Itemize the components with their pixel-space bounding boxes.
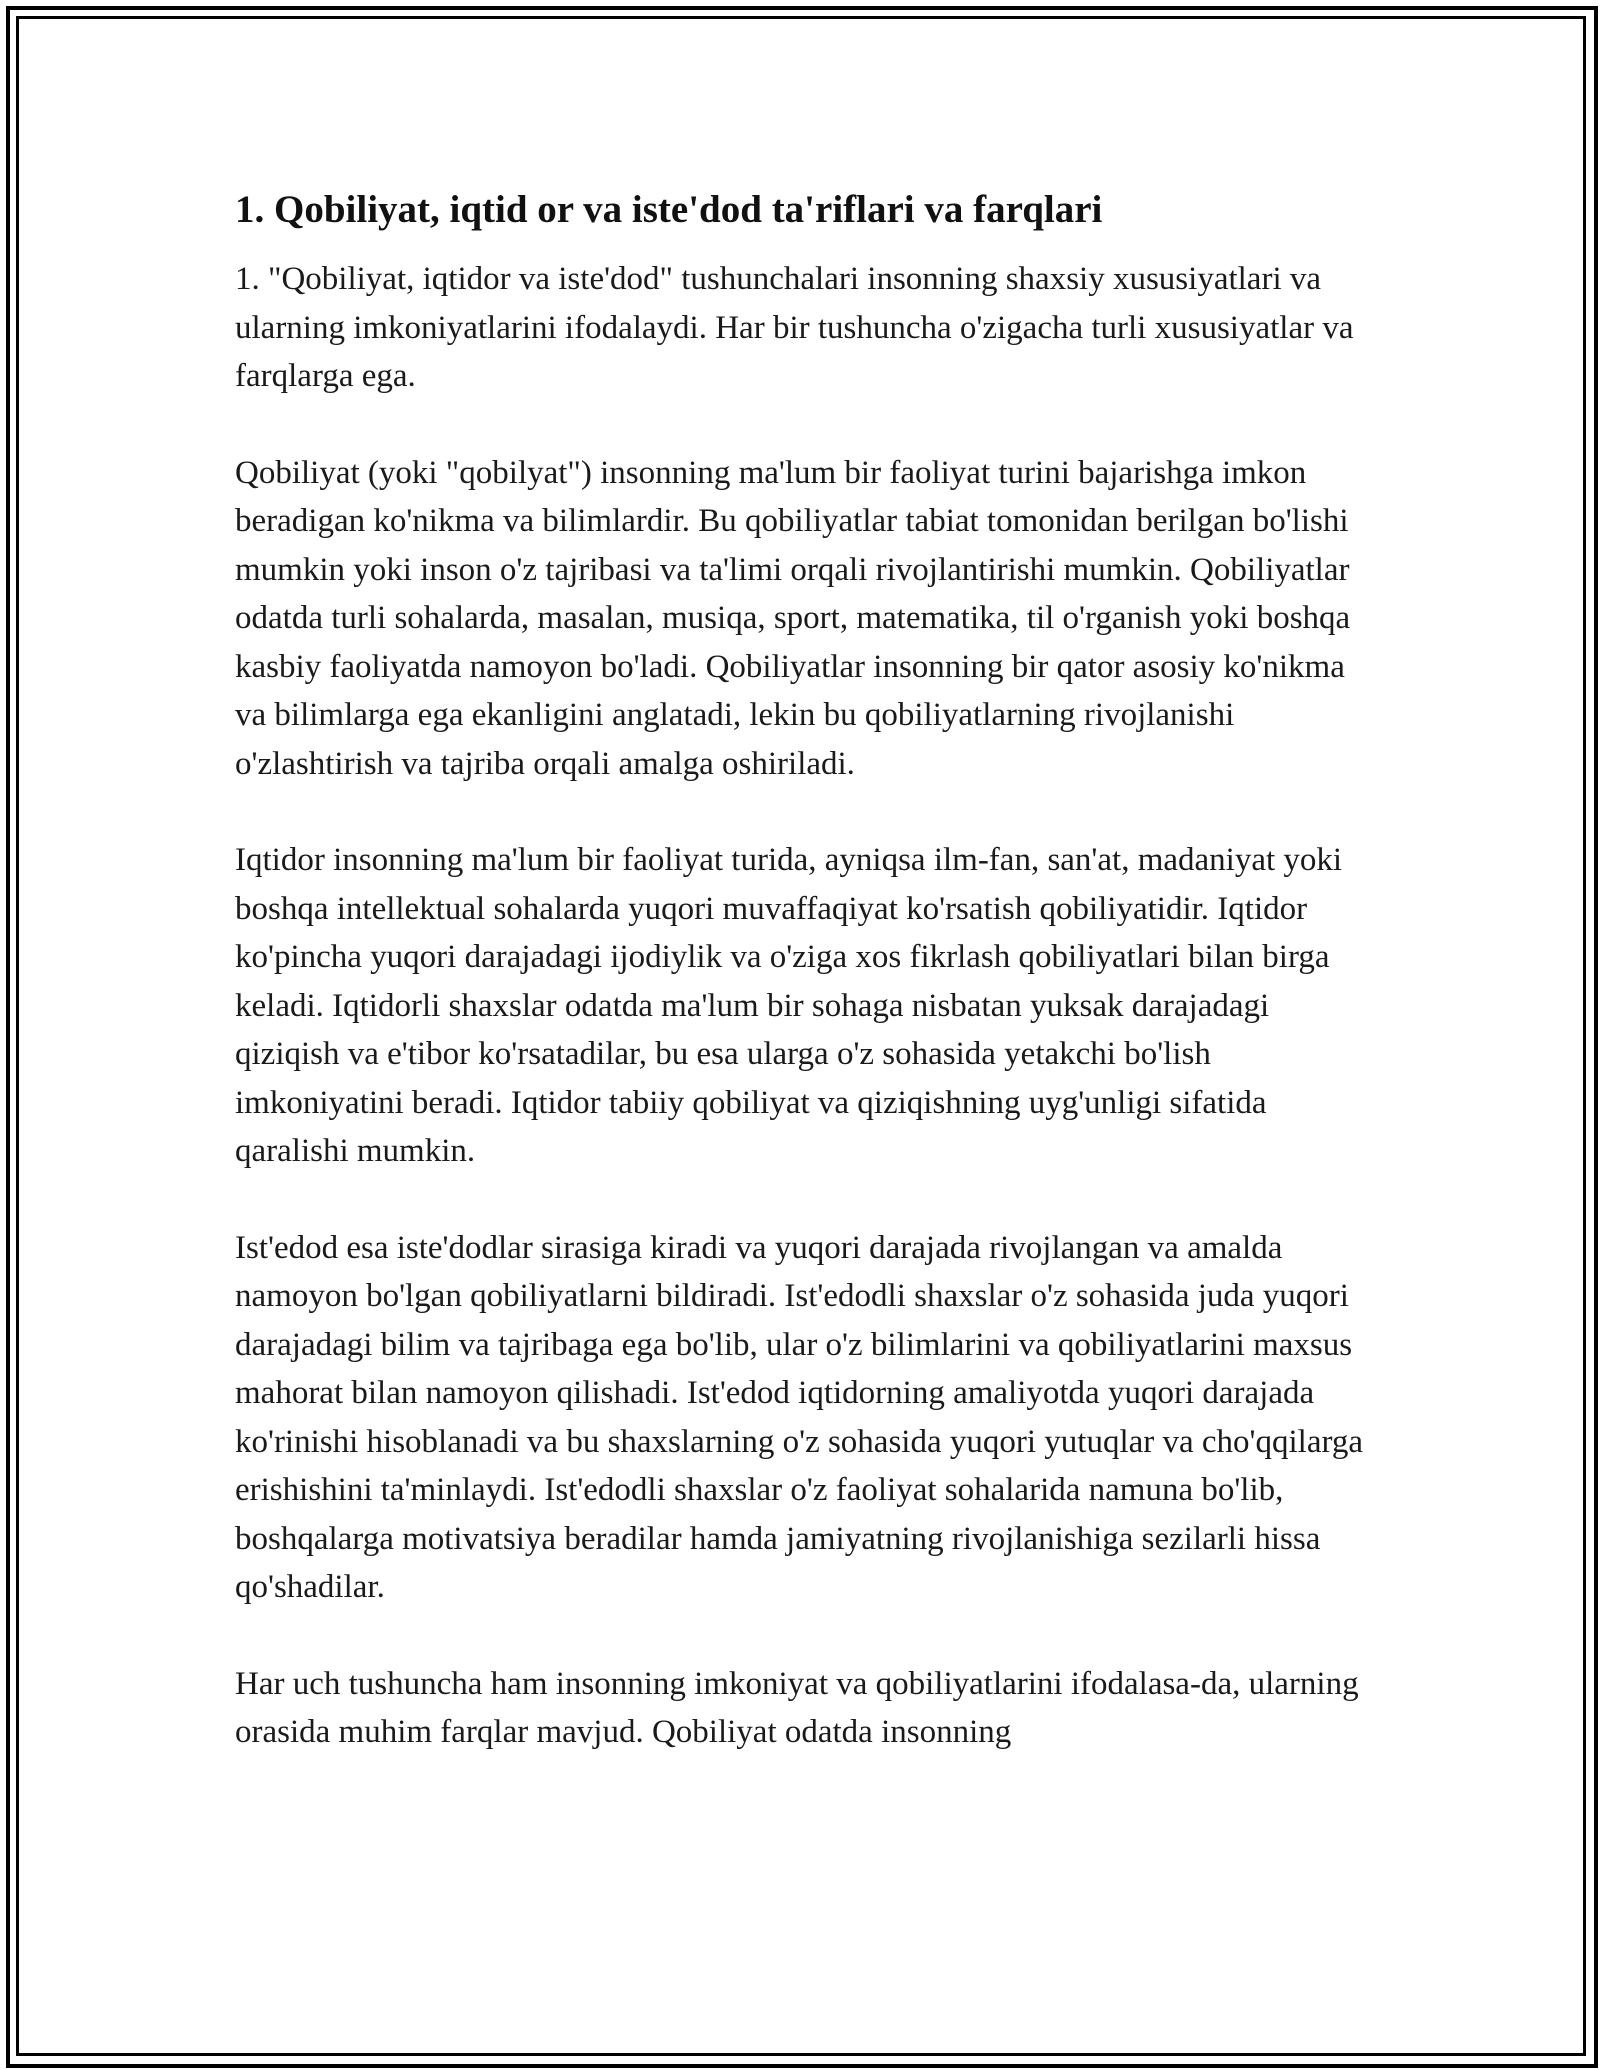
document-title: 1. Qobiliyat, iqtid or va iste'dod ta'riflari va farqlari [235,188,1103,231]
document-body [235,185,1375,1805]
paragraph-intro: 1. "Qobiliyat, iqtidor va iste'dod" tushunchalari insonning shaxsiy xususiyatlari va ularning imkoniyatlarini ifodalaydi. Har bir tushuncha o'zigacha turli xususiyatlar va farqlarga ega. [235,261,1354,394]
paragraph-qobiliyat: Qobiliyat (yoki "qobilyat") insonning ma'lum bir faoliyat turini bajarishga imkon beradigan ko'nikma va bilimlardir. Bu qobiliyatlar tabiat tomonidan berilgan bo'lishi mumkin yoki inson o'z tajribasi va ta'limi orqali rivojlantirishi mumkin. Qobiliyatlar odatda turli sohalarda, masalan, musiqa, sport, matematika, til o'rganish yoki boshqa kasbiy faoliyatda namoyon bo'ladi. Qobiliyatlar insonning bir qator asosiy ko'nikma va bilimlarga ega ekanligini anglatadi, lekin bu qobiliyatlarning rivojlanishi o'zlashtirish va tajriba orqali amalga oshiriladi. [235,454,1351,782]
paragraph-comparison: Har uch tushuncha ham insonning imkoniyat va qobiliyatlarini ifodalasa-da, ularning orasida muhim farqlar mavjud. Qobiliyat odatda insonning [235,1665,1359,1750]
paragraph-istedod: Ist'edod esa iste'dodlar sirasiga kiradi va yuqori darajada rivojlangan va amalda namoyon bo'lgan qobiliyatlarni bildiradi. Ist'edodli shaxslar o'z sohasida juda yuqori darajadagi bilim va tajribaga ega bo'lib, ular o'z bilimlarini va qobiliyatlarini maxsus mahorat bilan namoyon qilishadi. Ist'edod iqtidorning amaliyotda yuqori darajada ko'rinishi hisoblanadi va bu shaxslarning o'z sohasida yuqori yutuqlar va cho'qqilarga erishishini ta'minlaydi. Ist'edodli shaxslar o'z faoliyat sohalarida namuna bo'lib, boshqalarga motivatsiya beradilar hamda jamiyatning rivojlanishiga sezilarli hissa qo'shadilar. [235,1229,1364,1605]
paragraph-iqtidor: Iqtidor insonning ma'lum bir faoliyat turida, ayniqsa ilm-fan, san'at, madaniyat yoki boshqa intellektual sohalarda yuqori muvaffaqiyat ko'rsatish qobiliyatidir. Iqtidor ko'pincha yuqori darajadagi ijodiylik va o'ziga xos fikrlash qobiliyatlari bilan birga keladi. Iqtidorli shaxslar odatda ma'lum bir sohaga nisbatan yuksak darajadagi qiziqish va e'tibor ko'rsatadilar, bu esa ularga o'z sohasida yetakchi bo'lish imkoniyatini beradi. Iqtidor tabiiy qobiliyat va qiziqishning uyg'unligi sifatida qaralishi mumkin. [235,842,1343,1169]
